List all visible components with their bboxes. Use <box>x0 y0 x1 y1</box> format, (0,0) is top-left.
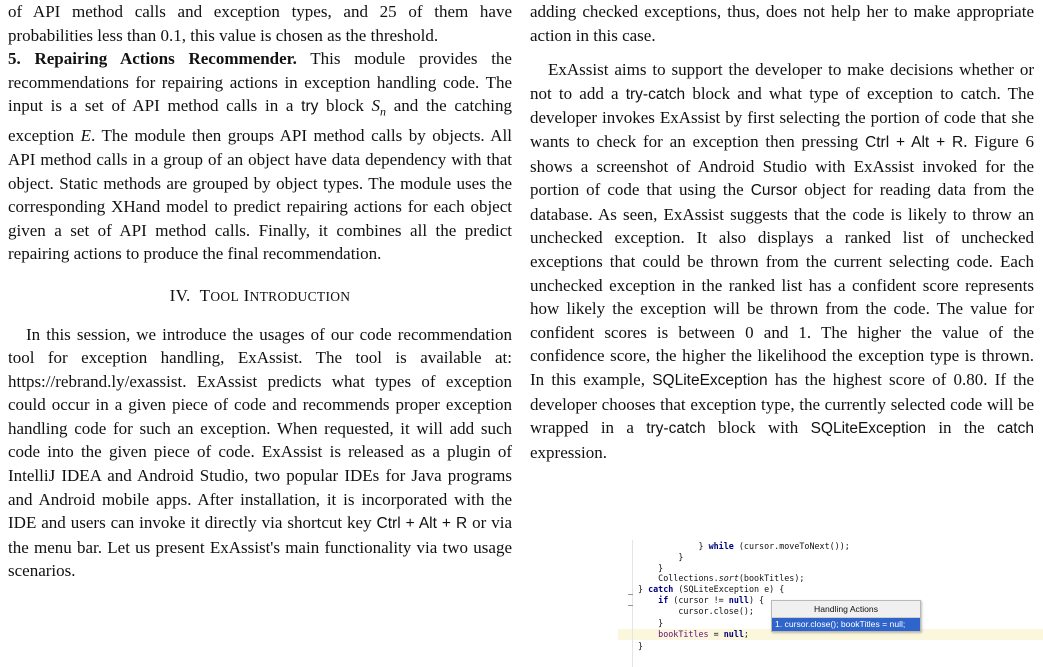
paragraph-tool-introduction: In this session, we introduce the usages of our code recommendation tool for exception handling, ExAssist. The tool is available at: https://rebrand.ly/exassist. ExAssist predicts what types of exception could occur in a given piece of code and recommends proper exception handling code for such an exception. When requested, it will add such code into the given piece of code. ExAssist is released as a plugin of IntelliJ IDEA and Android Studio, two popular IDEs for Java programs and Android mobile apps. After installation, it is incorporated with the IDE and users can invoke it directly via shortcut key Ctrl + Alt + R or via the menu bar. Let us present ExAssist's main functionality via two usage scenarios. <box>8 324 512 581</box>
paragraph-threshold: of API method calls and exception types, and 25 of them have probabilities less than 0.1, this value is chosen as the threshold. <box>8 2 512 45</box>
code-line: if (cursor != null) { <box>658 595 765 605</box>
paragraph-checked-exceptions: adding checked exceptions, thus, does not help her to make appropriate action in this case. <box>530 2 1034 45</box>
repairing-actions-heading: 5. Repairing Actions Recommender. <box>8 49 297 69</box>
popup-title: Handling Actions <box>772 601 920 618</box>
code-line: } while (cursor.moveToNext()); <box>638 541 850 551</box>
code-line: cursor.close(); <box>638 606 754 616</box>
code-line: Collections.sort(bookTitles); <box>638 573 805 583</box>
editor-gutter <box>632 540 633 667</box>
fold-marker-icon <box>628 594 633 595</box>
code-line: } <box>638 618 664 628</box>
math-sn: $S_n$ <box>371 96 387 119</box>
left-column <box>8 0 512 583</box>
fold-marker-icon <box>628 605 633 606</box>
handling-actions-popup <box>771 600 921 632</box>
ide-screenshot-figure <box>618 540 1043 667</box>
paragraph-exassist-aims: ExAssist aims to support the developer to make decisions whether or not to add a try-catch block and what type of exception to catch. The developer invokes ExAssist by first selecting the portion of code that she wants to check for an exception then pressing Ctrl + Alt + R. Figure 6 shows a screenshot of Android Studio with ExAssist invoked for the portion of code that using the Cursor object for reading data from the database. As seen, ExAssist suggests that the code is likely to throw an unchecked exception. It also displays a ranked list of unchecked exceptions that could be thrown from the current selecting code. Each unchecked exception in the ranked list has a confident score represents how likely the exception will be thrown from the code. The value for confident scores is between 0 and 1. The higher the value of the confidence score, the higher the likelihood the exception type is thrown. In this example, SQLiteException has the highest score of 0.80. If the developer chooses that exception type, the currently selected code will be wrapped in a try-catch block with SQLiteException in the catch expression. <box>530 60 1034 462</box>
code-line: } <box>638 563 664 573</box>
shortcut-key: Ctrl + Alt + R <box>865 133 964 151</box>
paragraph-repairing-actions: 5. Repairing Actions Recommender. This module provides the recommendations for repairing actions in exception handling code. The input is a set of API method calls in a try block $S_n$ and the catching exception E. The module then groups API method calls by objects. All API method calls in a group of an object have data dependency with that object. Static methods are grouped by object types. The module uses the corresponding XHand model to predict repairing actions for each object given a set of API method calls. Finally, it combines all the predict repairing actions to produce the final recommendation. <box>8 49 512 264</box>
code-line: } catch (SQLiteException e) { <box>638 584 785 594</box>
code-line: bookTitles = null; <box>658 629 749 639</box>
popup-action-item[interactable]: 1. cursor.close(); bookTitles = null; <box>772 618 920 631</box>
section-heading: IV. TOOL INTRODUCTION <box>169 285 351 305</box>
code-line: } <box>638 641 644 651</box>
code-line: } <box>638 552 684 562</box>
math-e: E <box>80 126 92 146</box>
right-column <box>530 0 1034 464</box>
shortcut-key: Ctrl + Alt + R <box>376 515 468 533</box>
